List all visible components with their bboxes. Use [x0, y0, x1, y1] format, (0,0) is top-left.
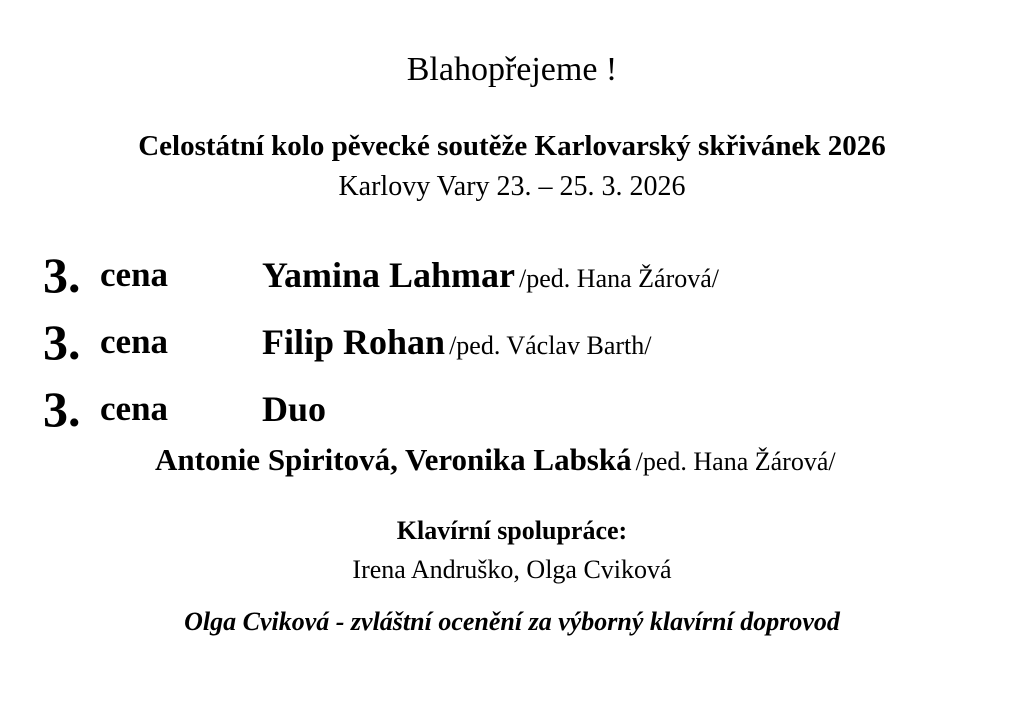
prize-row — [0, 245, 1024, 305]
prize-number: 3. — [43, 381, 81, 437]
duo-members-line — [155, 440, 836, 486]
prize-label: cena — [100, 389, 169, 428]
piano-section-title: Klavírní spolupráce: — [396, 516, 628, 545]
winner-name: Filip Rohan — [262, 322, 446, 362]
prize-winner — [262, 320, 651, 372]
event-title: Celostátní kolo pěvecké soutěže Karlovarský skřivánek 2026 — [138, 130, 886, 162]
event-place-date: Karlovy Vary 23. – 25. 3. 2026 — [338, 171, 686, 202]
winner-teacher: /ped. Václav Barth/ — [449, 331, 652, 360]
prize-winner — [262, 253, 719, 305]
page-heading: Blahopřejeme ! — [406, 51, 618, 88]
duo-members: Antonie Spiritová, Veronika Labská — [155, 442, 632, 477]
prize-label: cena — [100, 255, 169, 294]
prize-row — [0, 312, 1024, 372]
winner-name: Yamina Lahmar — [262, 255, 516, 295]
prize-number: 3. — [43, 314, 81, 370]
piano-accompanists: Irena Andruško, Olga Cviková — [352, 555, 672, 584]
duo-teacher: /ped. Hana Žárová/ — [635, 447, 836, 476]
prize-number: 3. — [43, 247, 81, 303]
prize-row — [0, 379, 1024, 439]
winner-teacher: /ped. Hana Žárová/ — [519, 264, 719, 293]
prize-label: cena — [100, 322, 169, 361]
special-award: Olga Cviková - zvláštní ocenění za výborný klavírní doprovod — [184, 607, 840, 636]
prize-winner — [262, 387, 326, 439]
winner-name: Duo — [262, 389, 327, 429]
